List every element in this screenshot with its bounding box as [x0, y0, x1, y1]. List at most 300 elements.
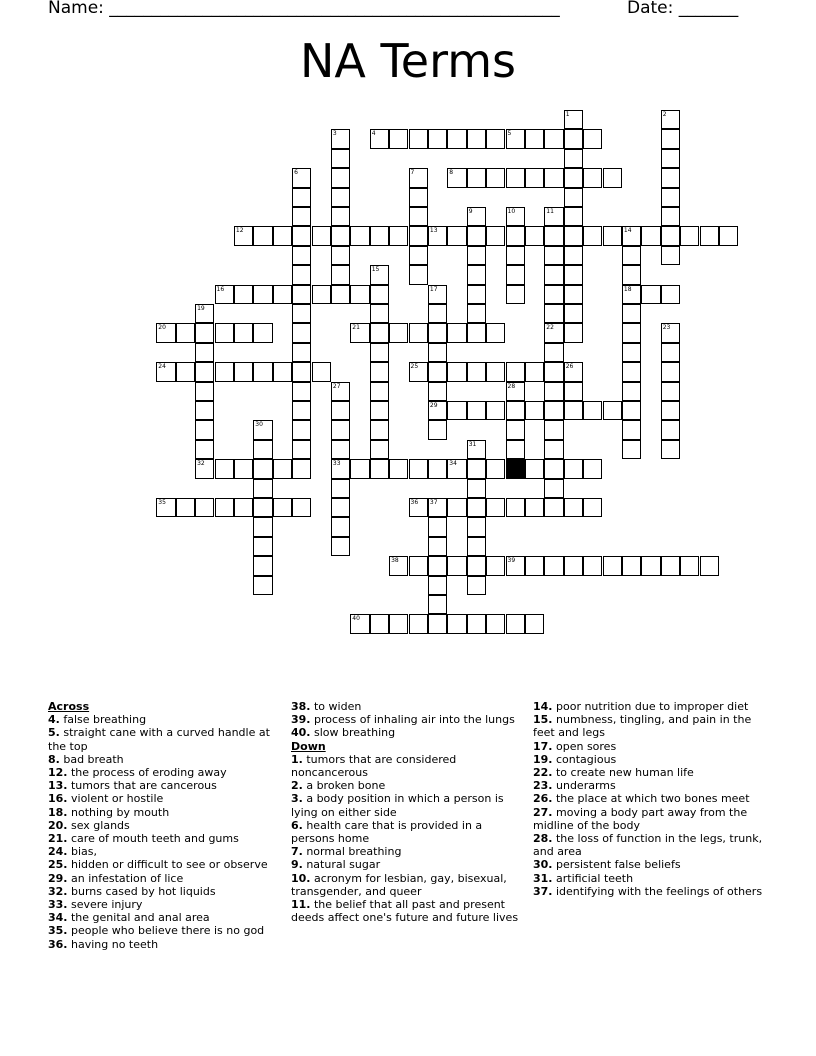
grid-cell[interactable]	[467, 498, 486, 517]
grid-cell[interactable]	[622, 362, 641, 381]
grid-cell[interactable]	[661, 110, 680, 129]
grid-cell[interactable]	[622, 343, 641, 362]
clue-number: 13.	[48, 779, 68, 793]
grid-cell[interactable]	[292, 207, 311, 226]
grid-cell[interactable]	[447, 129, 466, 148]
grid-cell[interactable]	[215, 498, 234, 517]
grid-cell[interactable]	[641, 556, 660, 575]
grid-cell[interactable]	[253, 440, 272, 459]
grid-cell[interactable]	[583, 498, 602, 517]
grid-cell[interactable]	[428, 226, 447, 245]
grid-cell[interactable]	[564, 129, 583, 148]
grid-cell[interactable]	[622, 304, 641, 323]
grid-cell[interactable]	[661, 323, 680, 342]
grid-cell[interactable]	[312, 226, 331, 245]
grid-cell[interactable]	[661, 420, 680, 439]
grid-cell[interactable]	[467, 207, 486, 226]
grid-cell[interactable]	[544, 479, 563, 498]
grid-cell[interactable]	[253, 459, 272, 478]
grid-cell[interactable]	[661, 382, 680, 401]
grid-cell[interactable]	[447, 498, 466, 517]
grid-cell[interactable]	[486, 498, 505, 517]
grid-cell[interactable]	[195, 498, 214, 517]
grid-cell[interactable]	[273, 498, 292, 517]
grid-cell[interactable]	[467, 459, 486, 478]
grid-cell[interactable]	[215, 323, 234, 342]
grid-cell[interactable]	[506, 129, 525, 148]
grid-cell[interactable]	[253, 420, 272, 439]
grid-cell[interactable]	[661, 168, 680, 187]
grid-cell[interactable]	[331, 382, 350, 401]
grid-cell[interactable]	[603, 168, 622, 187]
grid-cell[interactable]	[195, 343, 214, 362]
grid-cell[interactable]	[467, 440, 486, 459]
grid-cell[interactable]	[273, 459, 292, 478]
grid-cell[interactable]	[564, 246, 583, 265]
grid-cell[interactable]	[661, 285, 680, 304]
grid-cell[interactable]	[467, 129, 486, 148]
grid-cell[interactable]	[409, 323, 428, 342]
grid-cell[interactable]	[525, 401, 544, 420]
grid-cell[interactable]	[370, 226, 389, 245]
grid-cell[interactable]	[467, 517, 486, 536]
grid-cell[interactable]	[583, 459, 602, 478]
grid-cell[interactable]	[292, 459, 311, 478]
grid-cell[interactable]	[467, 556, 486, 575]
grid-cell[interactable]	[253, 517, 272, 536]
grid-cell[interactable]	[583, 168, 602, 187]
grid-cell[interactable]	[292, 168, 311, 187]
grid-cell[interactable]	[583, 226, 602, 245]
grid-cell[interactable]	[409, 614, 428, 633]
grid-cell[interactable]	[622, 440, 641, 459]
grid-cell[interactable]	[525, 362, 544, 381]
grid-cell[interactable]	[428, 537, 447, 556]
grid-cell[interactable]	[447, 226, 466, 245]
grid-cell[interactable]	[564, 382, 583, 401]
grid-cell[interactable]	[661, 343, 680, 362]
grid-cell[interactable]	[215, 285, 234, 304]
grid-cell[interactable]	[506, 420, 525, 439]
grid-cell[interactable]	[525, 168, 544, 187]
cell-number: 29	[429, 402, 438, 409]
grid-cell[interactable]	[253, 537, 272, 556]
grid-cell[interactable]	[544, 556, 563, 575]
date-field[interactable]: Date: _______	[627, 0, 739, 18]
grid-cell[interactable]	[370, 614, 389, 633]
grid-cell[interactable]	[467, 576, 486, 595]
grid-cell[interactable]	[370, 420, 389, 439]
grid-cell[interactable]	[350, 285, 369, 304]
grid-cell[interactable]	[331, 440, 350, 459]
grid-cell[interactable]	[622, 323, 641, 342]
grid-cell[interactable]	[447, 614, 466, 633]
grid-cell[interactable]	[564, 226, 583, 245]
grid-cell[interactable]	[409, 168, 428, 187]
grid-cell[interactable]	[331, 498, 350, 517]
grid-cell[interactable]	[176, 498, 195, 517]
grid-cell[interactable]	[292, 265, 311, 284]
grid-cell[interactable]	[253, 226, 272, 245]
grid-cell[interactable]	[292, 440, 311, 459]
grid-cell[interactable]	[564, 188, 583, 207]
grid-cell[interactable]	[467, 246, 486, 265]
grid-cell[interactable]	[292, 362, 311, 381]
grid-cell[interactable]	[603, 226, 622, 245]
grid-cell[interactable]	[486, 362, 505, 381]
grid-cell[interactable]	[292, 382, 311, 401]
grid-cell[interactable]	[331, 265, 350, 284]
grid-cell[interactable]	[409, 498, 428, 517]
grid-cell[interactable]	[544, 265, 563, 284]
grid-cell[interactable]	[331, 517, 350, 536]
grid-cell[interactable]	[350, 614, 369, 633]
grid-cell[interactable]	[467, 362, 486, 381]
grid-cell[interactable]	[428, 362, 447, 381]
grid-cell[interactable]	[370, 362, 389, 381]
grid-cell[interactable]	[544, 285, 563, 304]
grid-cell[interactable]	[506, 285, 525, 304]
grid-cell[interactable]	[331, 149, 350, 168]
grid-cell[interactable]	[544, 304, 563, 323]
grid-cell[interactable]	[253, 285, 272, 304]
grid-cell[interactable]	[428, 498, 447, 517]
grid-cell[interactable]	[486, 401, 505, 420]
grid-cell[interactable]	[331, 226, 350, 245]
grid-cell[interactable]	[428, 343, 447, 362]
grid-cell[interactable]	[622, 401, 641, 420]
grid-cell[interactable]	[234, 285, 253, 304]
grid-cell[interactable]	[564, 362, 583, 381]
grid-cell[interactable]	[195, 459, 214, 478]
grid-cell[interactable]	[253, 479, 272, 498]
grid-cell[interactable]	[331, 459, 350, 478]
grid-cell[interactable]	[486, 323, 505, 342]
grid-cell[interactable]	[409, 556, 428, 575]
grid-cell[interactable]	[622, 556, 641, 575]
name-field[interactable]: Name: _____________________________________________________	[48, 0, 560, 18]
grid-cell[interactable]	[564, 265, 583, 284]
grid-cell[interactable]	[486, 459, 505, 478]
grid-cell[interactable]	[564, 285, 583, 304]
grid-cell[interactable]	[544, 226, 563, 245]
grid-cell[interactable]	[370, 129, 389, 148]
grid-cell[interactable]	[370, 382, 389, 401]
grid-cell[interactable]	[603, 401, 622, 420]
grid-cell[interactable]	[467, 226, 486, 245]
grid-cell[interactable]	[467, 265, 486, 284]
grid-cell[interactable]	[253, 362, 272, 381]
grid-cell[interactable]	[525, 129, 544, 148]
grid-cell[interactable]	[253, 323, 272, 342]
grid-cell[interactable]	[544, 129, 563, 148]
grid-cell[interactable]	[544, 459, 563, 478]
clue-text: a body position in which a person is lying on either side	[291, 792, 504, 819]
grid-cell[interactable]	[544, 401, 563, 420]
grid-cell[interactable]	[564, 110, 583, 129]
grid-cell[interactable]	[428, 304, 447, 323]
grid-cell[interactable]	[253, 498, 272, 517]
grid-cell[interactable]	[350, 323, 369, 342]
cell-number: 10	[507, 208, 516, 215]
grid-cell[interactable]	[486, 168, 505, 187]
grid-cell[interactable]	[234, 226, 253, 245]
grid-cell[interactable]	[370, 285, 389, 304]
grid-cell[interactable]	[564, 323, 583, 342]
grid-cell[interactable]	[622, 265, 641, 284]
grid-cell[interactable]	[661, 207, 680, 226]
grid-cell[interactable]	[544, 323, 563, 342]
grid-cell[interactable]	[292, 343, 311, 362]
grid-cell[interactable]	[176, 323, 195, 342]
grid-cell[interactable]	[506, 614, 525, 633]
grid-cell[interactable]	[641, 226, 660, 245]
grid-cell[interactable]	[350, 459, 369, 478]
grid-cell[interactable]	[292, 401, 311, 420]
grid-cell[interactable]	[583, 401, 602, 420]
grid-cell[interactable]	[544, 440, 563, 459]
grid-cell[interactable]	[661, 246, 680, 265]
grid-cell[interactable]	[234, 498, 253, 517]
grid-cell[interactable]	[409, 265, 428, 284]
grid-cell[interactable]	[253, 576, 272, 595]
grid-cell[interactable]	[506, 498, 525, 517]
grid-cell[interactable]	[428, 576, 447, 595]
grid-cell[interactable]	[253, 556, 272, 575]
grid-cell[interactable]	[506, 168, 525, 187]
grid-cell[interactable]	[389, 226, 408, 245]
grid-cell[interactable]	[447, 168, 466, 187]
grid-cell[interactable]	[389, 556, 408, 575]
grid-cell[interactable]	[467, 614, 486, 633]
grid-cell[interactable]	[680, 226, 699, 245]
grid-cell[interactable]	[583, 556, 602, 575]
grid-cell[interactable]	[331, 401, 350, 420]
cell-number: 27	[332, 382, 341, 390]
grid-cell[interactable]	[661, 362, 680, 381]
grid-cell[interactable]	[467, 323, 486, 342]
grid-cell[interactable]	[331, 188, 350, 207]
grid-cell[interactable]	[661, 440, 680, 459]
grid-cell[interactable]	[292, 246, 311, 265]
clue-number: 12.	[48, 766, 68, 780]
grid-cell[interactable]	[370, 265, 389, 284]
grid-cell[interactable]	[467, 479, 486, 498]
grid-cell[interactable]	[564, 556, 583, 575]
grid-cell[interactable]	[195, 440, 214, 459]
grid-cell[interactable]	[622, 285, 641, 304]
grid-cell[interactable]	[467, 401, 486, 420]
grid-cell[interactable]	[564, 304, 583, 323]
grid-cell[interactable]	[525, 459, 544, 478]
grid-cell[interactable]	[506, 246, 525, 265]
grid-cell[interactable]	[176, 362, 195, 381]
grid-cell[interactable]	[486, 556, 505, 575]
grid-cell[interactable]	[409, 129, 428, 148]
grid-cell[interactable]	[544, 207, 563, 226]
grid-cell[interactable]	[370, 440, 389, 459]
grid-cell[interactable]	[680, 556, 699, 575]
grid-cell[interactable]	[156, 323, 175, 342]
grid-cell[interactable]	[506, 362, 525, 381]
grid-cell[interactable]	[292, 226, 311, 245]
grid-cell[interactable]	[564, 207, 583, 226]
grid-cell[interactable]	[525, 226, 544, 245]
grid-cell[interactable]	[447, 362, 466, 381]
grid-cell[interactable]	[273, 226, 292, 245]
grid-cell[interactable]	[370, 304, 389, 323]
grid-cell[interactable]	[544, 420, 563, 439]
grid-cell[interactable]	[506, 556, 525, 575]
grid-cell[interactable]	[331, 207, 350, 226]
grid-cell[interactable]	[292, 285, 311, 304]
grid-cell[interactable]	[273, 362, 292, 381]
grid-cell[interactable]	[506, 207, 525, 226]
grid-cell[interactable]	[544, 343, 563, 362]
grid-cell[interactable]	[428, 517, 447, 536]
grid-cell[interactable]	[661, 556, 680, 575]
grid-cell[interactable]	[389, 323, 408, 342]
grid-cell[interactable]	[467, 285, 486, 304]
grid-cell[interactable]	[583, 129, 602, 148]
grid-cell[interactable]	[700, 556, 719, 575]
grid-cell[interactable]	[292, 188, 311, 207]
grid-cell[interactable]	[409, 246, 428, 265]
grid-cell[interactable]	[506, 226, 525, 245]
grid-cell[interactable]	[156, 362, 175, 381]
grid-cell[interactable]	[622, 246, 641, 265]
grid-cell[interactable]	[195, 323, 214, 342]
grid-cell[interactable]	[447, 556, 466, 575]
grid-cell[interactable]	[428, 556, 447, 575]
grid-cell[interactable]	[389, 614, 408, 633]
grid-cell[interactable]	[564, 401, 583, 420]
cell-number: 37	[429, 499, 438, 506]
grid-cell[interactable]	[467, 304, 486, 323]
grid-cell[interactable]	[428, 401, 447, 420]
grid-cell[interactable]	[428, 614, 447, 633]
grid-cell[interactable]	[719, 226, 738, 245]
grid-cell[interactable]	[447, 401, 466, 420]
grid-cell[interactable]	[661, 401, 680, 420]
grid-cell[interactable]	[486, 226, 505, 245]
grid-cell[interactable]	[506, 265, 525, 284]
grid-cell[interactable]	[195, 401, 214, 420]
grid-cell[interactable]	[447, 323, 466, 342]
grid-cell[interactable]	[312, 362, 331, 381]
grid-cell[interactable]	[331, 537, 350, 556]
grid-cell[interactable]	[292, 498, 311, 517]
grid-cell[interactable]	[661, 129, 680, 148]
grid-cell[interactable]	[661, 226, 680, 245]
grid-cell[interactable]	[312, 285, 331, 304]
grid-cell[interactable]	[389, 129, 408, 148]
grid-cell[interactable]	[447, 459, 466, 478]
grid-cell[interactable]	[292, 323, 311, 342]
grid-cell[interactable]	[700, 226, 719, 245]
grid-cell[interactable]	[428, 382, 447, 401]
grid-cell[interactable]	[409, 207, 428, 226]
grid-cell[interactable]	[409, 459, 428, 478]
grid-cell[interactable]	[564, 459, 583, 478]
grid-cell[interactable]	[234, 459, 253, 478]
grid-cell[interactable]	[389, 459, 408, 478]
grid-cell[interactable]	[292, 304, 311, 323]
grid-cell[interactable]	[428, 459, 447, 478]
grid-cell[interactable]	[428, 420, 447, 439]
grid-cell[interactable]	[409, 226, 428, 245]
grid-cell[interactable]	[603, 556, 622, 575]
grid-cell[interactable]	[622, 420, 641, 439]
grid-cell[interactable]	[641, 285, 660, 304]
clue-number: 30.	[533, 858, 553, 872]
grid-cell[interactable]	[370, 343, 389, 362]
grid-cell[interactable]	[331, 246, 350, 265]
grid-cell[interactable]	[661, 149, 680, 168]
grid-cell[interactable]	[370, 401, 389, 420]
grid-cell[interactable]	[564, 149, 583, 168]
grid-cell[interactable]	[409, 362, 428, 381]
grid-cell[interactable]	[622, 382, 641, 401]
grid-cell[interactable]	[215, 459, 234, 478]
grid-cell[interactable]	[370, 459, 389, 478]
grid-cell[interactable]	[525, 556, 544, 575]
grid-cell[interactable]	[234, 323, 253, 342]
grid-cell[interactable]	[506, 401, 525, 420]
grid-cell[interactable]	[195, 304, 214, 323]
grid-cell[interactable]	[467, 168, 486, 187]
grid-cell[interactable]	[331, 285, 350, 304]
grid-cell[interactable]	[156, 498, 175, 517]
grid-cell[interactable]	[544, 382, 563, 401]
grid-cell[interactable]	[331, 168, 350, 187]
grid-cell[interactable]	[292, 420, 311, 439]
grid-cell[interactable]	[486, 614, 505, 633]
grid-cell[interactable]	[195, 420, 214, 439]
grid-cell[interactable]	[544, 362, 563, 381]
grid-cell[interactable]	[331, 129, 350, 148]
grid-cell[interactable]	[544, 246, 563, 265]
grid-cell[interactable]	[234, 362, 253, 381]
grid-cell[interactable]	[564, 168, 583, 187]
grid-cell[interactable]	[428, 285, 447, 304]
grid-cell[interactable]	[195, 362, 214, 381]
grid-cell[interactable]	[409, 188, 428, 207]
grid-cell[interactable]	[564, 498, 583, 517]
grid-cell[interactable]	[467, 537, 486, 556]
grid-cell[interactable]	[331, 420, 350, 439]
grid-cell[interactable]	[370, 323, 389, 342]
grid-cell[interactable]	[428, 595, 447, 614]
grid-cell[interactable]	[622, 226, 641, 245]
grid-cell[interactable]	[544, 498, 563, 517]
grid-cell[interactable]	[428, 129, 447, 148]
grid-cell[interactable]	[525, 498, 544, 517]
grid-cell[interactable]	[215, 362, 234, 381]
grid-cell[interactable]	[661, 188, 680, 207]
grid-cell[interactable]	[506, 440, 525, 459]
grid-cell[interactable]	[331, 479, 350, 498]
grid-cell[interactable]	[273, 285, 292, 304]
grid-cell[interactable]	[544, 168, 563, 187]
grid-cell[interactable]	[525, 614, 544, 633]
grid-cell[interactable]	[486, 129, 505, 148]
grid-cell[interactable]	[428, 323, 447, 342]
grid-cell[interactable]	[506, 382, 525, 401]
grid-cell[interactable]	[195, 382, 214, 401]
grid-cell[interactable]	[350, 226, 369, 245]
cell-number: 7	[410, 169, 415, 177]
